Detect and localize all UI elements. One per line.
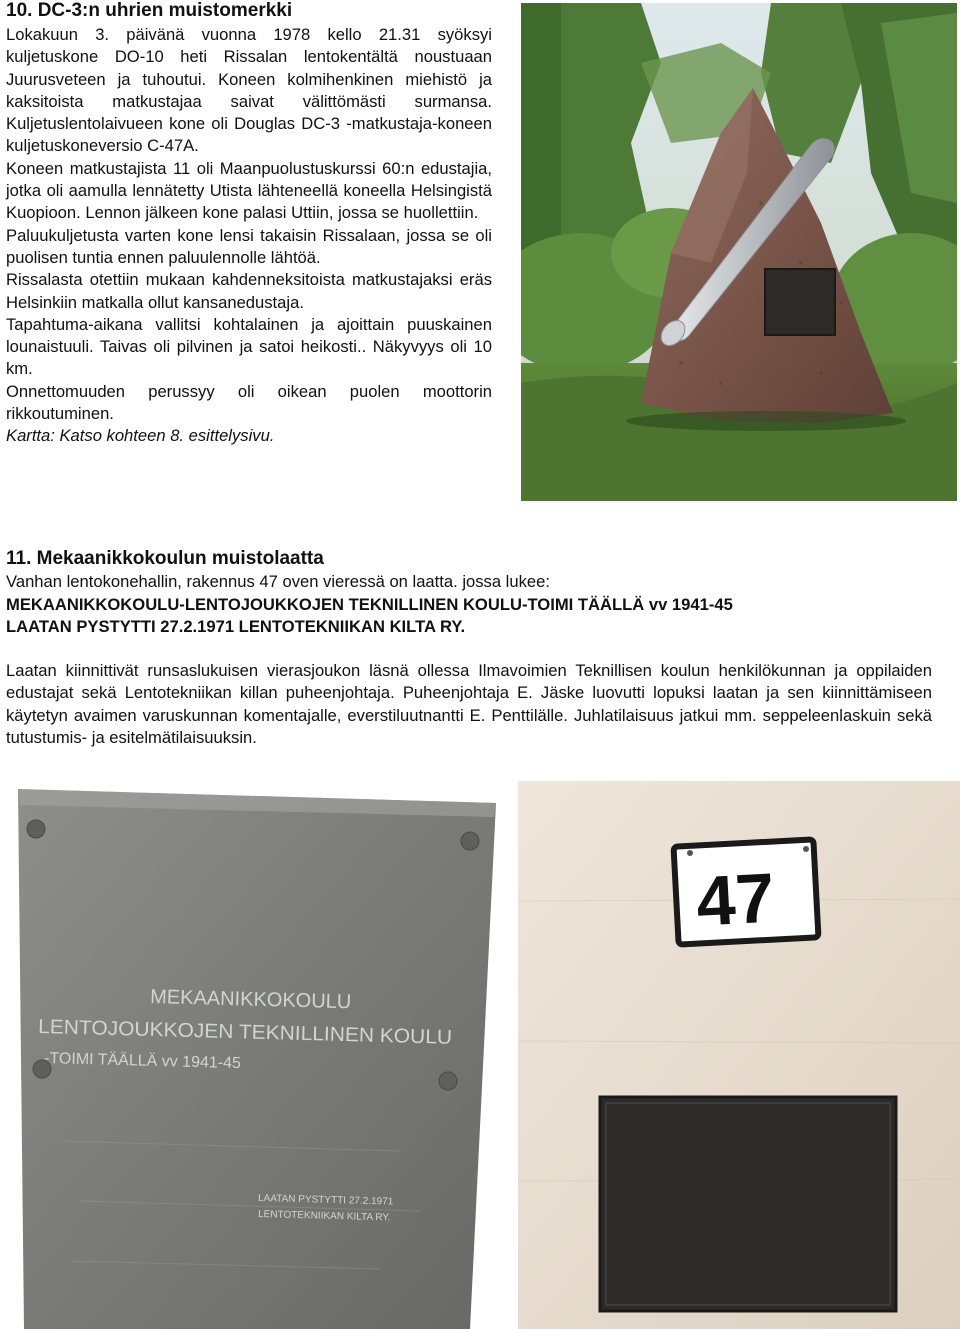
map-note: Kartta: Katso kohteen 8. esittelysivu. [6, 426, 275, 446]
small-plate-line-2: LENTOTEKNIIKAN KILTA RY. [257, 1209, 391, 1224]
section-11-paragraph: Laatan kiinnittivät runsaslukuisen vierasjoukon läsnä ollessa Ilmavoimien Teknillisen koulun henkilökunnan ja oppilaiden edustajat sekä Lentotekniikan killan puheenjohtaja. Puheenjohtaja E. Jäske luovutti lopuksi laatan ja sen kiinnittämiseen käytetyn avaimen varuskunnan komentajalle, everstiluutnantti E. Penttilälle. Juhlatilaisuus jatkui mm. seppeleenlaskuin sekä tutustumis- ja esitelmätilaisuuksin. [6, 661, 932, 747]
section-10-paragraph: Onnettomuuden perussyy oli oikean puolen moottorin rikkoutuminen. [6, 381, 492, 424]
plaque-text-line-2: LENTOJOUKKOJEN TEKNILLINEN KOULU [37, 1016, 434, 1049]
section-10-body [6, 24, 492, 448]
plaque-text-line-3: -TOIMI TÄÄLLÄ vv 1941-45 [43, 1050, 242, 1073]
section-10-paragraph: Tapahtuma-aikana vallitsi kohtalainen ja ajoittain puuskainen lounaistuuli. Taivas oli pilvinen ja satoi heikosti.. Näkyvyys oli 10 km. [6, 314, 492, 379]
section-10-paragraph: Paluukuljetusta varten kone lensi takaisin Rissalaan, jossa se oli puolisen tuntia ennen paluulennolle lähtöä. [6, 225, 492, 267]
section-10-paragraph: Koneen matkustajista 11 oli Maanpuolustuskurssi 60:n edustajia, jotka oli aamulla lennätetty Utista lähteneellä koneella Helsingistä Kuopioon. Lennon jälkeen kone palasi Uttiin, jossa se huollettiin. [6, 158, 492, 223]
small-plaque [600, 1097, 896, 1311]
memorial-photo [521, 3, 957, 501]
building-number-sign [674, 839, 819, 944]
small-plate-line-1: LAATAN PYSTYTTI 27.2.1971 [257, 1193, 394, 1208]
building-number: 47 [694, 858, 777, 941]
section-10-title: 10. DC-3:n uhrien muistomerkki [6, 0, 293, 21]
inscription-line-2: LAATAN PYSTYTTI 27.2.1971 LENTOTEKNIIKAN KILTA RY. [6, 617, 466, 636]
section-10-paragraph: Rissalasta otettiin mukaan kahdenneksitoista matkustajaksi eräs Helsinkiin matkalla ollut kansanedustaja. [6, 270, 492, 312]
section-11-intro: Vanhan lentokonehallin, rakennus 47 oven vieressä on laatta. jossa lukee: [6, 572, 550, 591]
section-11-title: 11. Mekaanikkokoulun muistolaatta [6, 548, 324, 569]
plaque-photo [0, 781, 960, 1329]
plaque-text-line-1: MEKAANIKKOKOULU [149, 986, 352, 1014]
section-10-paragraph: Lokakuun 3. päivänä vuonna 1978 kello 21.31 syöksyi kuljetuskone DO-10 heti Rissalan lentokentältä noustuaan Juurusveteen ja tuhoutui. Koneen kolmihenkinen miehistö ja kaksitoista matkustajaa saivat välittömästi surmansa. Kuljetuslentolaivueen kone oli Douglas DC-3 -matkustaja-koneen kuljetuskoneversio C-47A. [6, 25, 492, 156]
inscription-line-1: MEKAANIKKOKOULU-LENTOJOUKKOJEN TEKNILLINEN KOULU-TOIMI TÄÄLLÄ vv 1941-45 [6, 595, 733, 614]
